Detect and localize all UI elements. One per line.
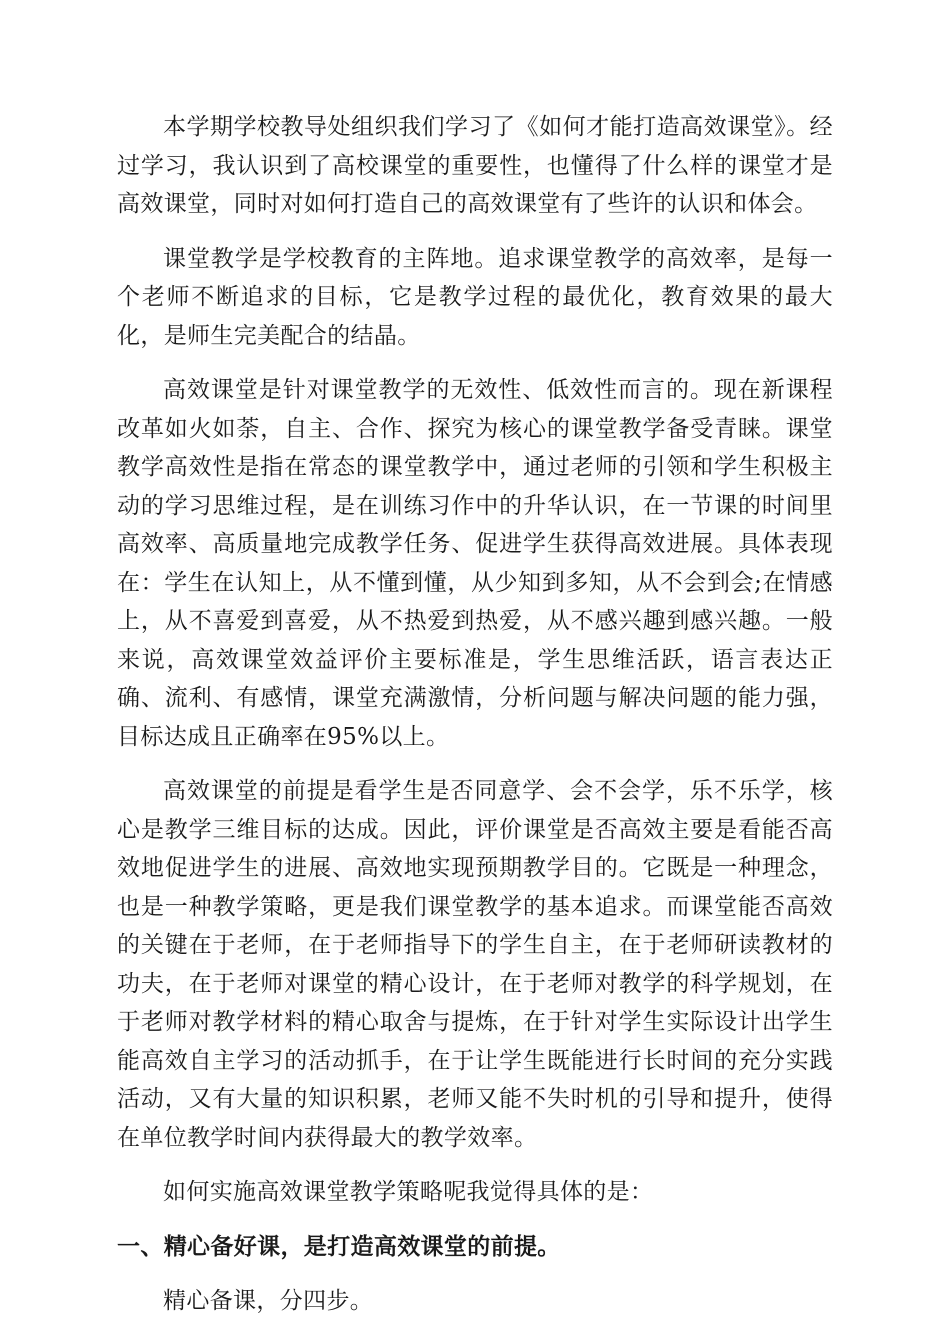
- document-page: [117, 108, 833, 1337]
- paragraph-efficient-classroom-definition: 高效课堂是针对课堂教学的无效性、低效性而言的。现在新课程改革如火如荼，自主、合作、探究为核心的课堂教学备受青睐。课堂教学高效性是指在常态的课堂教学中，通过老师的引领和学生积极主动的学习思维过程，是在训练习作中的升华认识，在一节课的时间里高效率、高质量地完成教学任务、促进学生获得高效进展。具体表现在：学生在认知上，从不懂到懂，从少知到多知，从不会到会;在情感上，从不喜爱到喜爱，从不热爱到热爱，从不感兴趣到感兴趣。一般来说，高效课堂效益评价主要标准是，学生思维活跃，语言表达正确、流利、有感情，课堂充满激情，分析问题与解决问题的能力强，目标达成且正确率在95%以上。: [117, 377, 833, 750]
- paragraph-strategy-question: 如何实施高效课堂教学策略呢我觉得具体的是：: [163, 1179, 654, 1205]
- paragraph-four-steps: 精心备课，分四步。: [163, 1288, 374, 1314]
- paragraph-classroom-teaching: 课堂教学是学校教育的主阵地。追求课堂教学的高效率，是每一个老师不断追求的目标，它是教学过程的最优化，教育效果的最大化，是师生完美配合的结晶。: [117, 245, 833, 349]
- paragraph-intro: 本学期学校教导处组织我们学习了《如何才能打造高效课堂》。经过学习，我认识到了高校课堂的重要性，也懂得了什么样的课堂才是高效课堂，同时对如何打造自己的高效课堂有了些许的认识和体会。: [117, 114, 833, 217]
- section-heading-1: 一、精心备好课，是打造高效课堂的前提。: [117, 1232, 561, 1260]
- paragraph-efficient-classroom-premise: 高效课堂的前提是看学生是否同意学、会不会学，乐不乐学，核心是教学三维目标的达成。因此，评价课堂是否高效主要是看能否高效地促进学生的进展、高效地实现预期教学目的。它既是一种理念，也是一种教学策略，更是我们课堂教学的基本追求。而课堂能否高效的关键在于老师，在于老师指导下的学生自主，在于老师研读教材的功夫，在于老师对课堂的精心设计，在于老师对教学的科学规划，在于老师对教学材料的精心取舍与提炼，在于针对学生实际设计出学生能高效自主学习的活动抓手，在于让学生既能进行长时间的充分实践活动，又有大量的知识积累，老师又能不失时机的引导和提升，使得在单位教学时间内获得最大的教学效率。: [117, 778, 833, 1151]
